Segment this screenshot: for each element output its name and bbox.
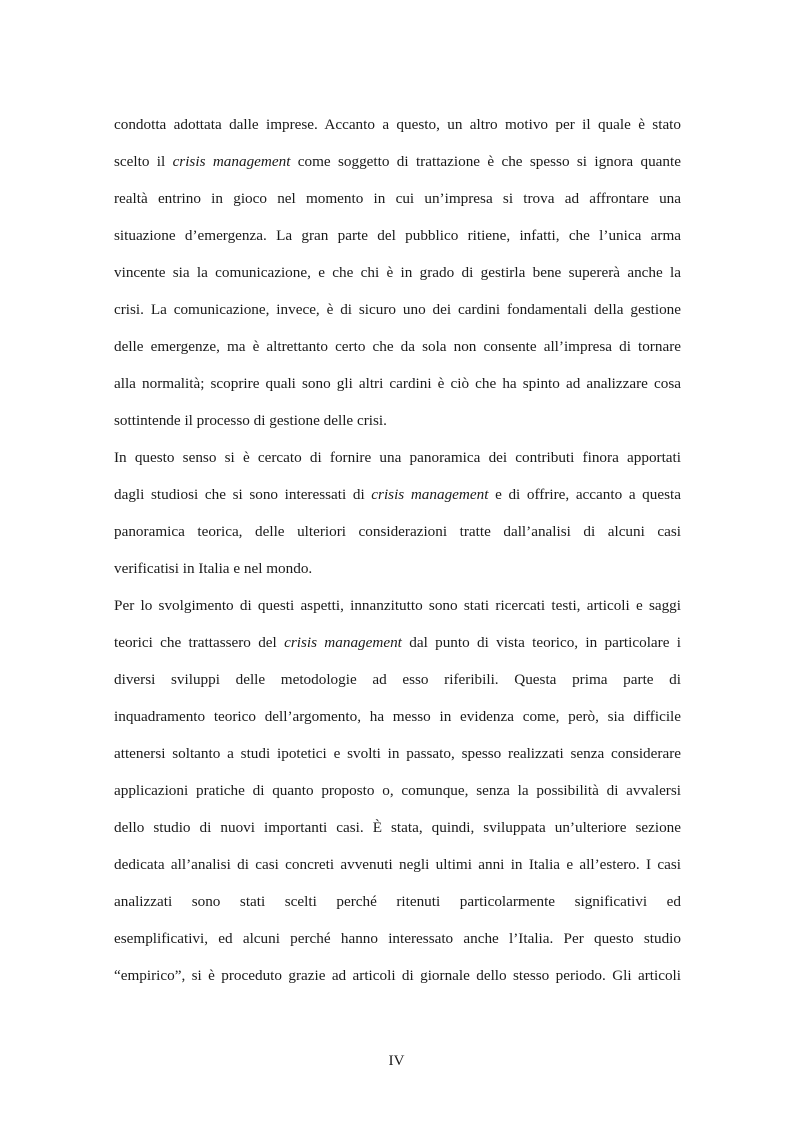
text-line xyxy=(114,920,681,957)
text-segment: come soggetto di trattazione è che spesso si ignora quante xyxy=(290,153,681,170)
text-line xyxy=(114,698,681,735)
text-segment: crisi. La comunicazione, invece, è di sicuro uno dei cardini fondamentali della gestione xyxy=(114,301,681,318)
text-segment: scelto il xyxy=(114,153,173,170)
text-segment: dedicata all’analisi di casi concreti avvenuti negli ultimi anni in Italia e all’estero. I casi xyxy=(114,856,681,873)
text-segment: sottintende il processo di gestione delle crisi. xyxy=(114,412,387,429)
text-segment: In questo senso si è cercato di fornire una panoramica dei contributi finora apportati xyxy=(114,449,681,466)
text-line xyxy=(114,365,681,402)
text-segment: dagli studiosi che si sono interessati di xyxy=(114,486,372,503)
text-segment: “empirico”, si è proceduto grazie ad articoli di giornale dello stesso periodo. Gli articoli xyxy=(114,967,681,984)
italic-term: crisis management xyxy=(284,634,402,651)
text-line xyxy=(114,254,681,291)
text-segment: condotta adottata dalle imprese. Accanto a questo, un altro motivo per il quale è stato xyxy=(114,116,681,133)
text-line xyxy=(114,550,681,587)
text-line xyxy=(114,180,681,217)
text-segment: diversi sviluppi delle metodologie ad esso riferibili. Questa prima parte di xyxy=(114,671,681,688)
italic-term: crisis management xyxy=(172,153,291,170)
text-segment: verificatisi in Italia e nel mondo. xyxy=(114,560,313,577)
text-segment: teorici che trattassero del xyxy=(114,634,285,651)
text-segment: e di offrire, accanto a questa xyxy=(488,486,681,503)
text-line xyxy=(114,846,681,883)
text-line xyxy=(114,106,681,143)
text-line xyxy=(114,439,681,476)
text-line xyxy=(114,513,681,550)
text-line xyxy=(114,809,681,846)
text-segment: dello studio di nuovi importanti casi. È stata, quindi, sviluppata un’ulteriore sezione xyxy=(114,819,681,836)
text-segment: applicazioni pratiche di quanto proposto o, comunque, senza la possibilità di avvalersi xyxy=(114,782,681,799)
text-line xyxy=(114,476,681,513)
text-segment: inquadramento teorico dell’argomento, ha messo in evidenza come, però, sia difficile xyxy=(114,708,681,725)
text-segment: situazione d’emergenza. La gran parte del pubblico ritiene, infatti, che l’unica arma xyxy=(114,227,681,244)
text-segment: realtà entrino in gioco nel momento in cui un’impresa si trova ad affrontare una xyxy=(114,190,681,207)
text-line xyxy=(114,291,681,328)
text-line xyxy=(114,661,681,698)
text-line xyxy=(114,217,681,254)
document-body xyxy=(114,106,681,994)
text-segment: analizzati sono stati scelti perché ritenuti particolarmente significativi ed xyxy=(114,893,681,910)
text-segment: Per lo svolgimento di questi aspetti, innanzitutto sono stati ricercati testi, articoli e saggi xyxy=(114,597,681,614)
text-segment: vincente sia la comunicazione, e che chi è in grado di gestirla bene supererà anche la xyxy=(114,264,681,281)
text-line xyxy=(114,957,681,994)
text-line xyxy=(114,143,681,180)
text-segment: attenersi soltanto a studi ipotetici e svolti in passato, spesso realizzati senza considerare xyxy=(114,745,681,762)
text-line xyxy=(114,772,681,809)
text-segment: alla normalità; scoprire quali sono gli altri cardini è ciò che ha spinto ad analizzare cosa xyxy=(114,375,681,392)
text-lines xyxy=(114,106,681,994)
text-line xyxy=(114,587,681,624)
text-line xyxy=(114,402,681,439)
page-number: IV xyxy=(388,1052,405,1069)
text-line xyxy=(114,735,681,772)
text-line xyxy=(114,883,681,920)
text-segment: panoramica teorica, delle ulteriori considerazioni tratte dall’analisi di alcuni casi xyxy=(114,523,681,540)
italic-term: crisis management xyxy=(371,486,489,503)
text-line xyxy=(114,624,681,661)
text-segment: esemplificativi, ed alcuni perché hanno interessato anche l’Italia. Per questo studio xyxy=(114,930,681,947)
text-segment: dal punto di vista teorico, in particolare i xyxy=(401,634,681,651)
text-segment: delle emergenze, ma è altrettanto certo che da sola non consente all’impresa di tornare xyxy=(114,338,681,355)
text-line xyxy=(114,328,681,365)
